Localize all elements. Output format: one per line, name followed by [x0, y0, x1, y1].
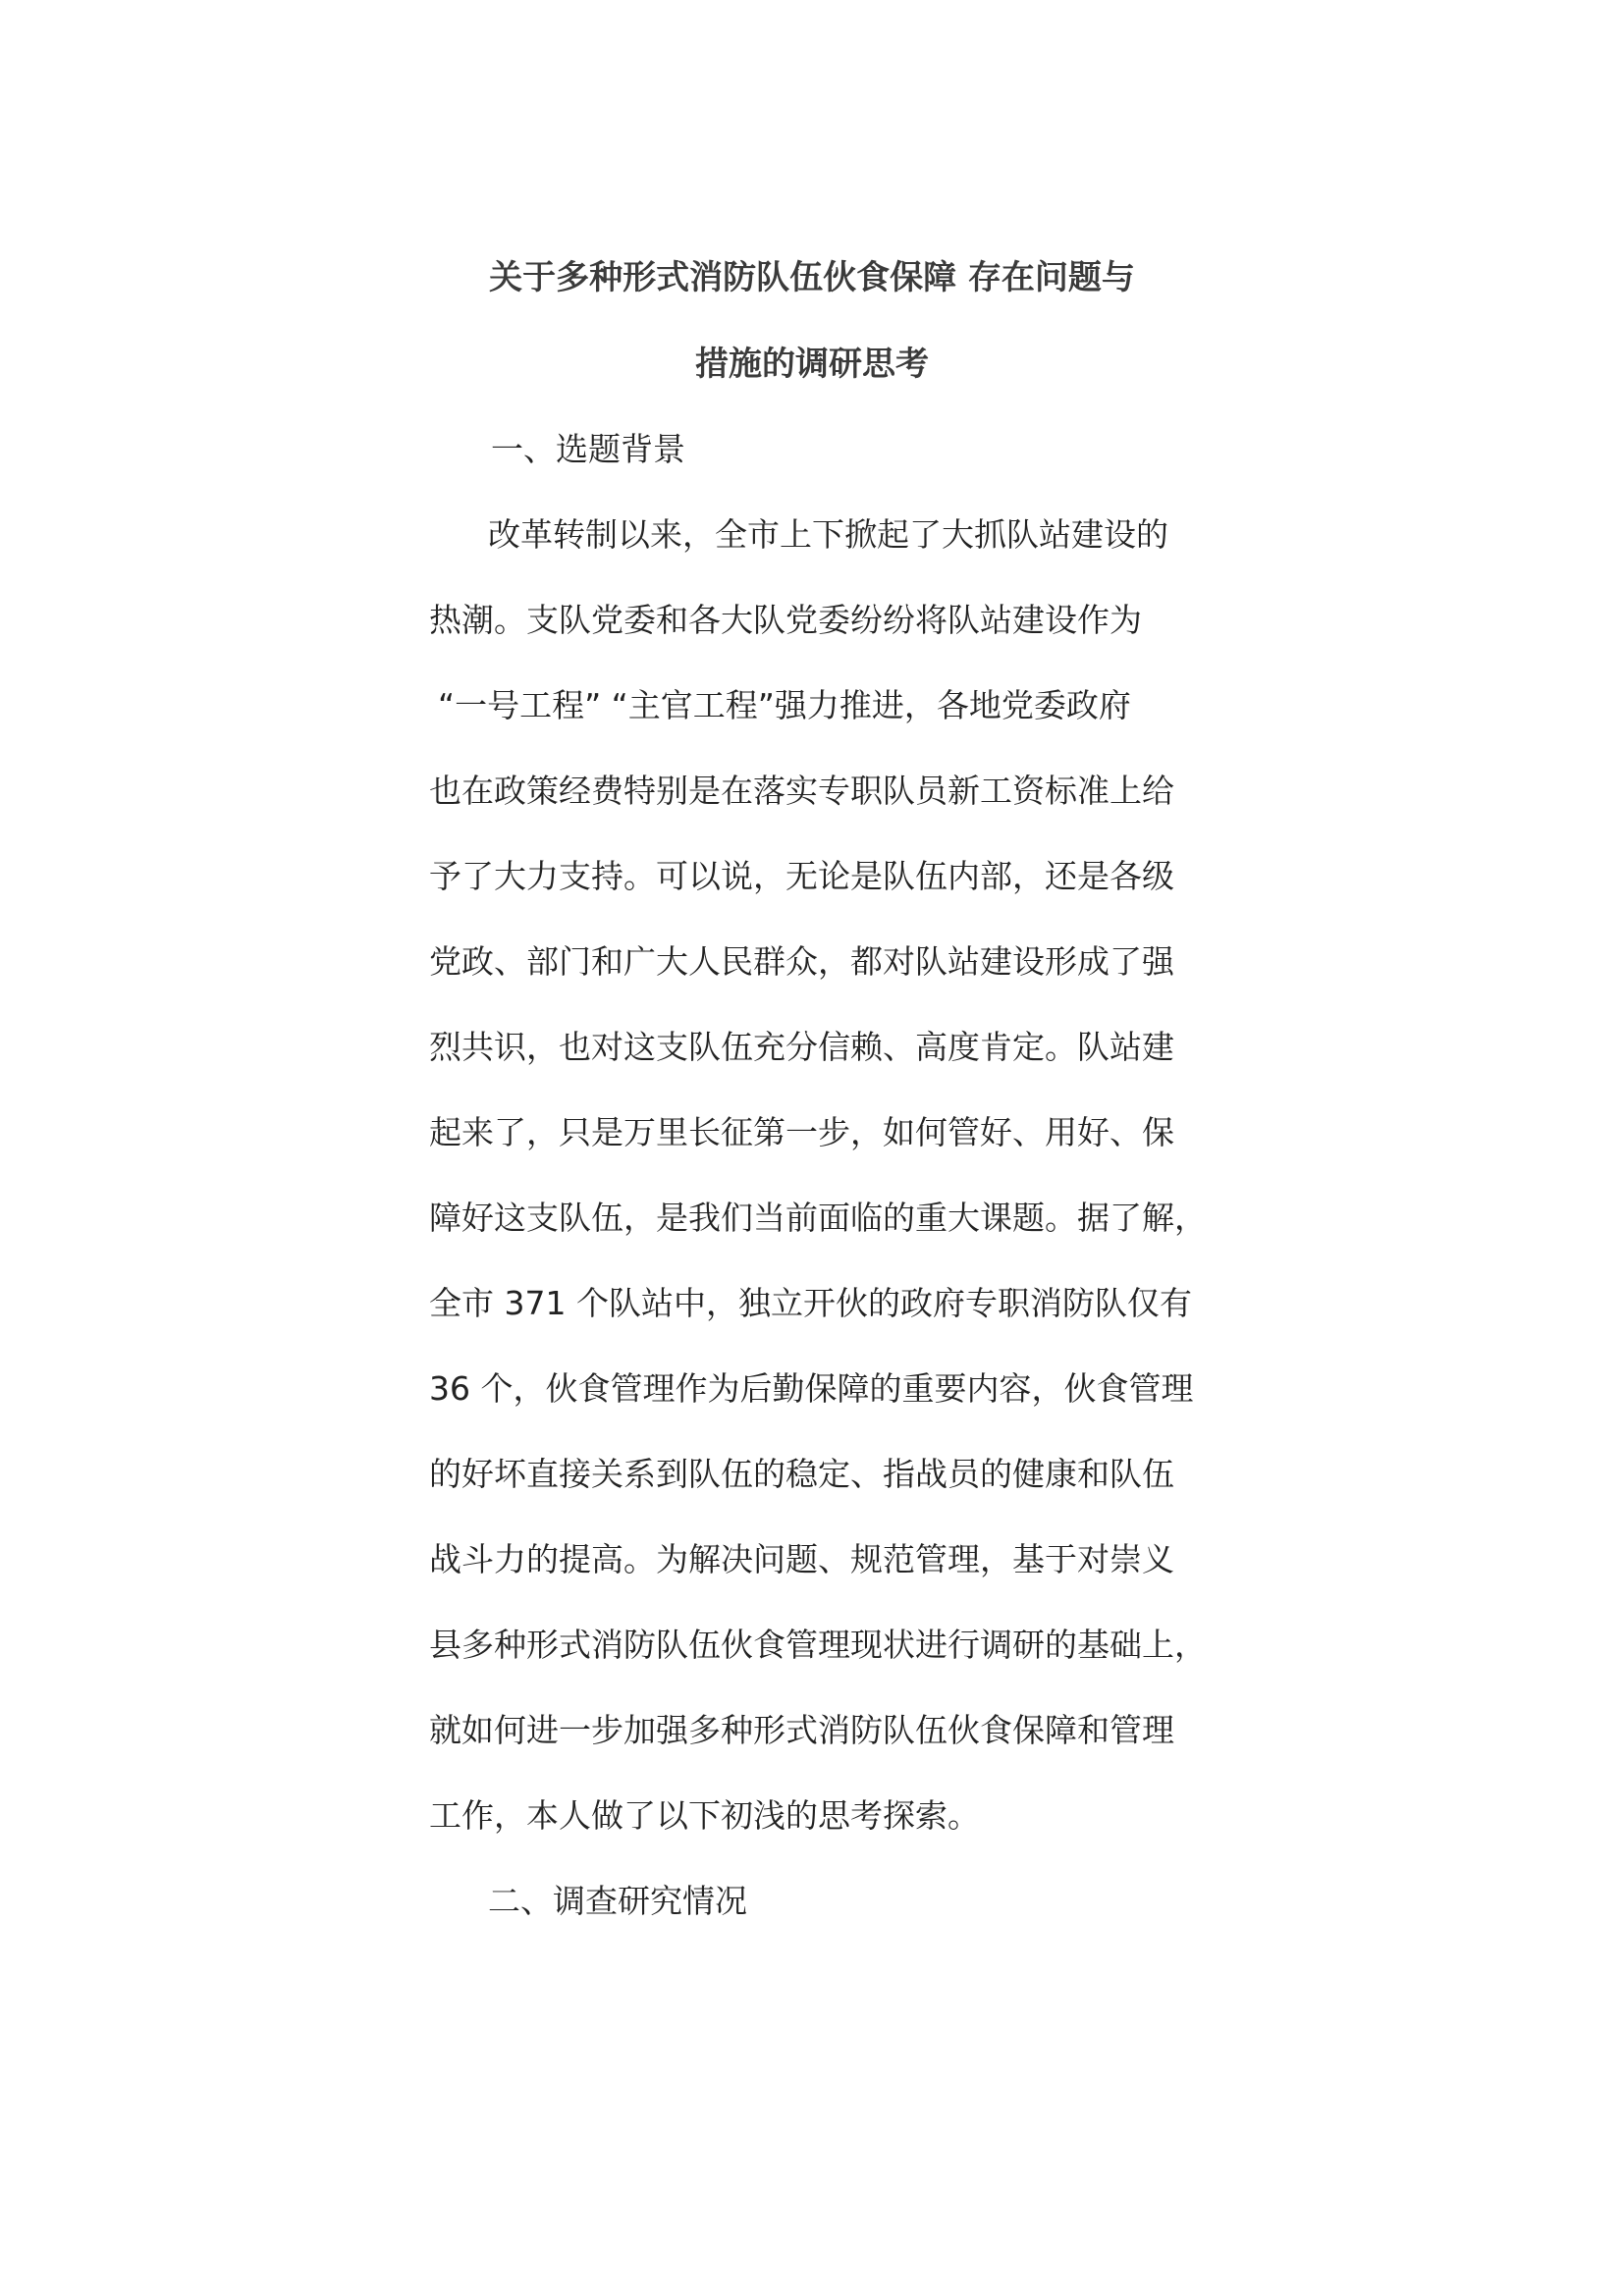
paragraph-line: 障好这支队伍，是我们当前面临的重大课题。据了解，	[429, 1199, 1207, 1237]
paragraph-line: 予了大力支持。可以说，无论是队伍内部，还是各级	[429, 857, 1174, 895]
paragraph-line: 起来了，只是万里长征第一步，如何管好、用好、保	[429, 1113, 1174, 1151]
paragraph-line: 县多种形式消防队伍伙食管理现状进行调研的基础上，	[429, 1626, 1207, 1664]
paragraph-line: 36 个，伙食管理作为后勤保障的重要内容，伙食管理	[429, 1369, 1194, 1408]
paragraph-line: “一号工程” “主官工程”强力推进，各地党委政府	[438, 686, 1131, 724]
paragraph-line: 的好坏直接关系到队伍的稳定、指战员的健康和队伍	[429, 1455, 1174, 1493]
paragraph-line: 也在政策经费特别是在落实专职队员新工资标准上给	[429, 772, 1174, 810]
paragraph-line: 全市 371 个队站中，独立开伙的政府专职消防队仅有	[429, 1284, 1192, 1322]
document-title-line-2: 措施的调研思考	[695, 345, 929, 384]
section-heading-2: 二、调查研究情况	[488, 1882, 747, 1920]
paragraph-line: 烈共识，也对这支队伍充分信赖、高度肯定。队站建	[429, 1028, 1174, 1066]
document-title-line-1: 关于多种形式消防队伍伙食保障 存在问题与	[489, 258, 1135, 297]
paragraph-line: 就如何进一步加强多种形式消防队伍伙食保障和管理	[429, 1711, 1174, 1749]
paragraph-line: 改革转制以来，全市上下掀起了大抓队站建设的	[488, 515, 1168, 554]
section-heading-1: 一、选题背景	[491, 430, 685, 468]
paragraph-line: 党政、部门和广大人民群众，都对队站建设形成了强	[429, 942, 1174, 981]
paragraph-line: 热潮。支队党委和各大队党委纷纷将队站建设作为	[429, 601, 1142, 639]
paragraph-line: 工作，本人做了以下初浅的思考探索。	[429, 1796, 980, 1835]
paragraph-line: 战斗力的提高。为解决问题、规范管理，基于对崇义	[429, 1540, 1174, 1578]
